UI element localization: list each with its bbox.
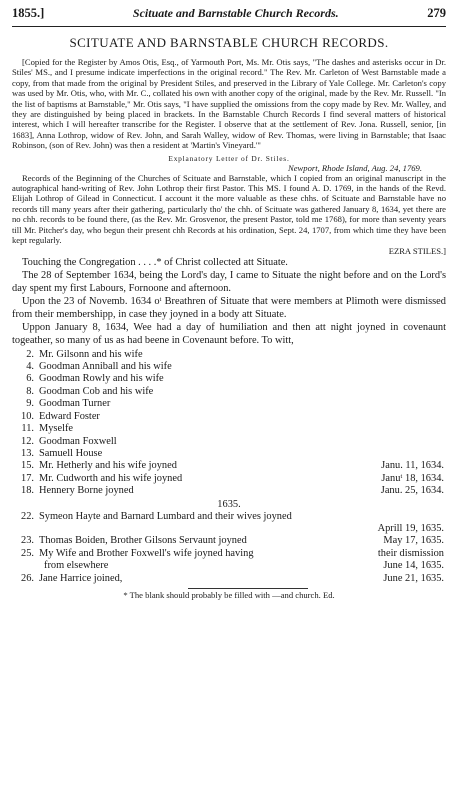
list-item-continuation [12,560,446,572]
explanatory-letter [12,173,446,246]
explanatory-dateline: Newport, Rhode Island, Aug. 24, 1769. [288,162,422,173]
item-name: Goodman Anniball and his wife [39,361,172,373]
intro-note [12,57,446,151]
item-number: 2. [26,348,34,360]
item-name: Jane Harrice joined, [39,572,123,584]
list-item [12,548,446,560]
item-date: Januᵗ 18, 1634. [381,472,444,484]
item-number: 12. [21,435,34,447]
list-item [12,485,446,497]
list-item [12,386,446,398]
item-name: Mr. Cudworth and his wife joyned [39,472,183,484]
list-item-continuation [12,523,446,535]
list-item [12,398,446,410]
item-number: 18. [21,485,34,497]
item-number: 17. [21,472,34,484]
list-item [12,436,446,448]
list-item [12,473,446,485]
item-date: Aprill 19, 1635. [377,522,444,534]
item-name: Goodman Turner [39,398,111,410]
article-title: SCITUATE AND BARNSTABLE CHURCH RECORDS. [69,35,389,50]
item-name: Mr. Gilsonn and his wife [39,348,143,360]
item-name: Goodman Cob and his wife [39,385,154,397]
item-name: Edward Foster [39,410,100,422]
list-item [12,423,446,435]
item-number: 6. [26,373,34,385]
record-paragraph: Touching the Congregation . . . .* of Christ collected att Situate. [22,256,288,268]
item-date: their dismission [377,547,444,559]
footnote: * The blank should probably be filled with —and church. Ed. [123,589,335,600]
list-item [12,361,446,373]
item-number: 13. [21,447,34,459]
running-header [12,6,446,24]
list-item [12,535,446,547]
item-date: May 17, 1635. [383,535,444,547]
item-number: 25. [21,547,34,559]
item-continuation: from elsewhere [44,560,109,572]
item-number: 11. [21,423,34,435]
list-item [12,573,446,585]
item-name: Myselfe [39,423,74,435]
header-rule [12,26,446,27]
header-year: 1855.] [12,6,45,20]
page-number: 279 [427,6,446,20]
item-number: 8. [26,385,34,397]
item-number: 15. [21,460,34,472]
item-number: 22. [21,510,34,522]
item-date: June 14, 1635. [383,560,444,572]
list-item [12,373,446,385]
year-heading: 1635. [217,498,241,510]
list-item [12,411,446,423]
intro-paragraph: [Copied for the Register by Amos Otis, Esq., of Yarmouth Port, Ms. Mr. Otis says, "The dashes and asterisks occur in Dr. Stiles' MS., and I presume indicate imperfections in the original record." The Rev. Mr. Carleton of West Barnstable made a copy, from that made from the original by President Stiles, and preserved in the Library of Yale College. Mr. Carleton's copy was used by Mr. Otis, who, with Mr. C., collated his own with another copy of the original, made by the Rev. Mr. Russell. "In the list of baptisms at Barnstable," Mr. Otis says, "I have supplied the omissions from the copy made by Rev. Mr. Walley, and they are distinguished by being placed in brackets. In the Barnstable Church Records I find several matters of historical interest, which I will hereafter transcribe for the Register. I observe that at the settlement of Rev. Jona. Russell, senior, [in 1683], Anna Lothrop, widow of Rev. John, and Sarah Walley, widow of Rev. Thomas, were living in Barnstable; that Isaac Robinson, (son of Rev. John) was then a resident at 'Martin's Vineyard.'" [12,57,446,151]
explanatory-heading: Explanatory Letter of Dr. Stiles. [168,153,290,163]
item-date: Janu. 11, 1634. [381,460,444,472]
item-name: My Wife and Brother Foxwell's wife joyned having [39,547,254,559]
item-name: Goodman Foxwell [39,435,117,447]
record-text [12,257,446,348]
list-item [12,511,446,523]
explanatory-signature: EZRA STILES.] [388,245,446,256]
item-name: Mr. Hetherly and his wife joyned [39,460,177,472]
item-number: 26. [21,572,34,584]
item-number: 9. [26,398,34,410]
list-item [12,349,446,361]
item-date: June 21, 1635. [383,572,444,584]
item-number: 23. [21,535,34,547]
record-paragraph: Upon the 23 of Novemb. 1634 oᵗ Breathren of Situate that were members at Plimoth were dismissed from their membershipp, in case they joyned in a body att Situate. [12,296,446,320]
item-name: Thomas Boiden, Brother Gilsons Servaunt joyned [39,535,247,547]
item-name: Symeon Hayte and Barnard Lumbard and their wives joyned [39,510,292,522]
list-item [12,448,446,460]
record-paragraph: The 28 of September 1634, being the Lord's day, I came to Situate the night before and on the Lord's day spent my first Labours, Fornoone and afternoon. [12,270,446,294]
item-number: 4. [26,361,34,373]
explanatory-text: Records of the Beginning of the Churches of Scituate and Barnstable, which I copied from an original manuscript in the autographical hand-writing of Rev. John Lothrop their first Pastor. This MS. I found A. D. 1769, in the hands of the Revd. Elijah Lothrop of Gilead in Connecticut. I account it the more valuable as these chhs. of Scituate and Barnstable have no records till many years after their gathering, particularly tho' the chh. of Scituate was gathered January 8, 1634, yet there are no chh. records to be found there, (as the Rev. Mr. Grosvenor, the present Pastor, told me 1768), for more than seventy years till Mr. Pitcher's day, who begun their present chh Records at his ordination, Sept. 24, 1707, from which time they have been kept regularly. [12,172,446,246]
item-name: Hennery Borne joyned [39,485,134,497]
item-name: Goodman Rowly and his wife [39,373,164,385]
list-item [12,460,446,472]
record-paragraph: Uppon January 8, 1634, Wee had a day of humiliation and then att night joyned in covenaunt togeather, so many of us as had beene in Covenaunt before. To witt, [12,322,446,347]
item-name: Samuell House [39,447,103,459]
item-date: Janu. 25, 1634. [380,485,444,497]
header-running-title: Scituate and Barnstable Church Records. [132,6,339,20]
members-list [12,349,446,585]
item-number: 10. [21,410,34,422]
